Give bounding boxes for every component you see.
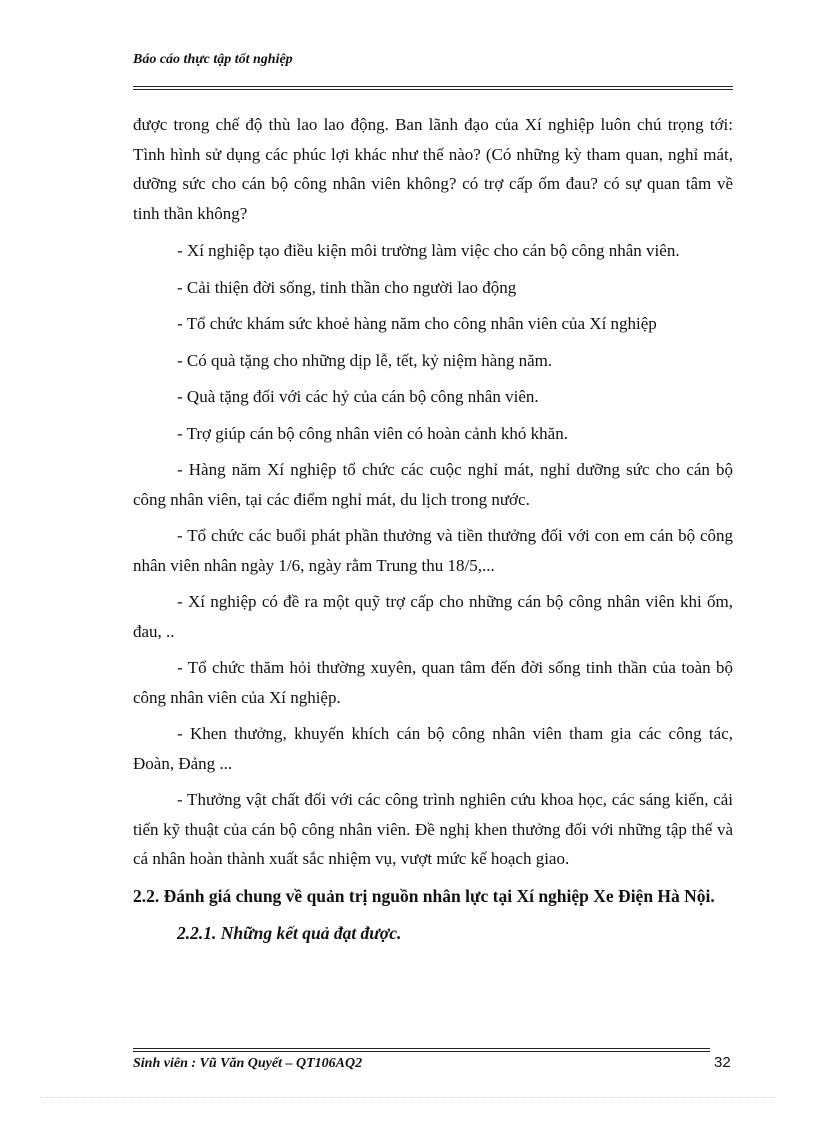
bullet-item: - Tổ chức thăm hỏi thường xuyên, quan tâm đến đời sống tinh thần của toàn bộ công nhân viên của Xí nghiệp. (133, 658, 733, 707)
bullet-item: - Tổ chức khám sức khoẻ hàng năm cho công nhân viên của Xí nghiệp (177, 314, 657, 333)
footer-student: Sinh viên : Vũ Văn Quyết – QT106AQ2 (133, 1056, 363, 1071)
section-heading: 2.2. Đánh giá chung về quản trị nguồn nhân lực tại Xí nghiệp Xe Điện Hà Nội. (133, 885, 715, 906)
bullet-item: - Quà tặng đối với các hỷ của cán bộ công nhân viên. (177, 387, 539, 406)
header-title: Báo cáo thực tập tốt nghiệp (133, 52, 293, 67)
bullet-item: - Hàng năm Xí nghiệp tổ chức các cuộc nghỉ mát, nghỉ dưỡng sức cho cán bộ công nhân viên, tại các điểm nghỉ mát, du lịch trong nước. (133, 460, 733, 509)
document-body (133, 110, 733, 949)
footer-rule (133, 1048, 710, 1052)
header-rule (133, 86, 733, 90)
bullet-item: - Trợ giúp cán bộ công nhân viên có hoàn cảnh khó khăn. (177, 423, 568, 443)
bullet-item: - Xí nghiệp tạo điều kiện môi trường làm việc cho cán bộ công nhân viên. (177, 241, 680, 260)
page-number: 32 (714, 1054, 731, 1071)
bullet-item: - Cải thiện đời sống, tinh thần cho người lao động (177, 277, 517, 297)
page-bottom-divider (40, 1097, 776, 1098)
paragraph-continuation: được trong chế độ thù lao lao động. Ban lãnh đạo của Xí nghiệp luôn chú trọng tới: Tình hình sử dụng các phúc lợi khác như thế nào? (Có những kỳ tham quan, nghỉ mát, dưỡng sức cho cán bộ công nhân viên không? có trợ cấp ốm đau? có sự quan tâm về tinh thần không? (133, 115, 733, 223)
bullet-item: - Tổ chức các buổi phát phần thưởng và tiền thưởng đối với con em cán bộ công nhân viên nhân ngày 1/6, ngày rằm Trung thu 18/5,... (133, 526, 733, 575)
bullet-item: - Khen thưởng, khuyến khích cán bộ công nhân viên tham gia các công tác, Đoàn, Đảng ... (133, 724, 733, 773)
subsection-heading: 2.2.1. Những kết quả đạt được. (177, 923, 402, 943)
bullet-item: - Có quà tặng cho những dịp lễ, tết, kỷ niệm hàng năm. (177, 350, 553, 370)
bullet-item: - Thưởng vật chất đối với các công trình nghiên cứu khoa học, các sáng kiến, cải tiến kỹ thuật của cán bộ công nhân viên. Đề nghị khen thưởng đối với những tập thể và cá nhân hoàn thành xuất sắc nhiệm vụ, vượt mức kế hoạch giao. (133, 790, 733, 868)
bullet-item: - Xí nghiệp có đề ra một quỹ trợ cấp cho những cán bộ công nhân viên khi ốm, đau, .. (133, 592, 733, 641)
